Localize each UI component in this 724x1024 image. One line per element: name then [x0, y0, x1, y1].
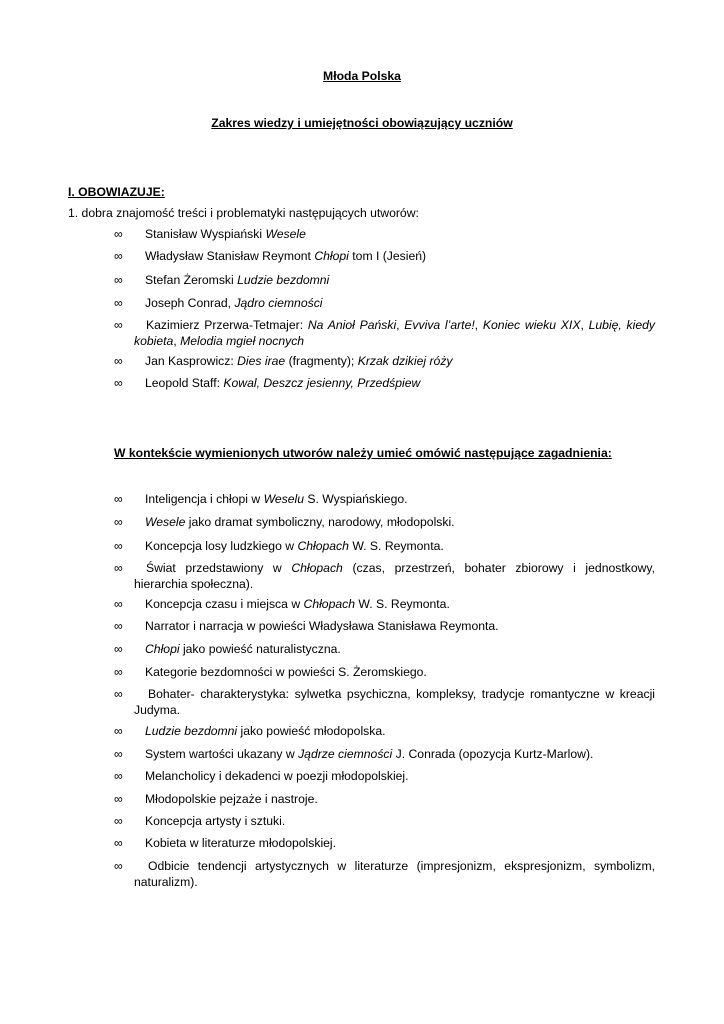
infinity-bullet-icon: ∞ — [114, 642, 123, 656]
list-item: ∞ Melancholicy i dekadenci w poezji młodopolskiej. — [114, 769, 409, 783]
infinity-bullet-icon: ∞ — [114, 597, 123, 611]
infinity-bullet-icon: ∞ — [114, 227, 123, 241]
list-item: ∞ Narrator i narracja w powieści Władysława Stanisława Reymonta. — [114, 619, 499, 633]
infinity-bullet-icon: ∞ — [114, 515, 123, 529]
list-item: ∞ Świat przedstawiony w Chłopach (czas, przestrzeń, bohater zbiorowy i jednostkowy, hierarchia społeczna). — [114, 561, 655, 591]
topics-heading: W kontekście wymienionych utworów należy umieć omówić następujące zagadnienia: — [114, 446, 612, 460]
infinity-bullet-icon: ∞ — [114, 249, 123, 263]
document-title: Młoda Polska — [323, 69, 401, 83]
list-item: ∞ Koncepcja artysty i sztuki. — [114, 814, 286, 828]
infinity-bullet-icon: ∞ — [114, 539, 123, 553]
infinity-bullet-icon: ∞ — [114, 687, 123, 701]
list-item: ∞ Odbicie tendencji artystycznych w literaturze (impresjonizm, ekspresjonizm, symbolizm, naturalizm). — [114, 859, 655, 889]
list-item: ∞ Koncepcja losy ludzkiego w Chłopach W. S. Reymonta. — [114, 539, 444, 553]
list-item: ∞ Inteligencja i chłopi w Weselu S. Wyspiańskiego. — [114, 492, 408, 506]
list-item: ∞ System wartości ukazany w Jądrze ciemności J. Conrada (opozycja Kurtz-Marlow). — [114, 747, 594, 761]
infinity-bullet-icon: ∞ — [114, 296, 123, 310]
infinity-bullet-icon: ∞ — [114, 665, 123, 679]
list-item: ∞ Ludzie bezdomni jako powieść młodopolska. — [114, 724, 386, 738]
infinity-bullet-icon: ∞ — [114, 792, 123, 806]
list-item: ∞ Leopold Staff: Kowal, Deszcz jesienny, Przedśpiew — [114, 376, 421, 390]
infinity-bullet-icon: ∞ — [114, 273, 123, 287]
section-heading: I. OBOWIAZUJE: — [68, 185, 165, 199]
infinity-bullet-icon: ∞ — [114, 354, 123, 368]
infinity-bullet-icon: ∞ — [114, 814, 123, 828]
list-item: ∞ Koncepcja czasu i miejsca w Chłopach W. S. Reymonta. — [114, 597, 450, 611]
infinity-bullet-icon: ∞ — [114, 619, 123, 633]
list-item: ∞ Wesele jako dramat symboliczny, narodowy, młodopolski. — [114, 515, 455, 529]
infinity-bullet-icon: ∞ — [114, 859, 123, 873]
list-item: ∞ Władysław Stanisław Reymont Chłopi tom I (Jesień) — [114, 249, 427, 263]
list-item: ∞ Kazimierz Przerwa-Tetmajer: Na Anioł Pański, Evviva l’arte!, Koniec wieku XIX, Lubię, kiedy kobieta, Melodia mgieł nocnych — [114, 318, 655, 348]
infinity-bullet-icon: ∞ — [114, 561, 123, 575]
list-item: ∞ Bohater- charakterystyka: sylwetka psychiczna, kompleksy, tradycje romantyczne w kreacji Judyma. — [114, 687, 655, 717]
infinity-bullet-icon: ∞ — [114, 376, 123, 390]
infinity-bullet-icon: ∞ — [114, 836, 123, 850]
list-item: ∞ Stanisław Wyspiański Wesele — [114, 227, 306, 241]
list-item: ∞ Młodopolskie pejzaże i nastroje. — [114, 792, 318, 806]
infinity-bullet-icon: ∞ — [114, 724, 123, 738]
infinity-bullet-icon: ∞ — [114, 492, 123, 506]
list-item: ∞ Jan Kasprowicz: Dies irae (fragmenty); Krzak dzikiej róży — [114, 354, 453, 368]
list-item: ∞ Kobieta w literaturze młodopolskiej. — [114, 836, 337, 850]
infinity-bullet-icon: ∞ — [114, 318, 123, 332]
infinity-bullet-icon: ∞ — [114, 747, 123, 761]
document-subtitle: Zakres wiedzy i umiejętności obowiązujący uczniów — [211, 116, 513, 130]
list-item: ∞ Stefan Żeromski Ludzie bezdomni — [114, 273, 330, 287]
intro-text: 1. dobra znajomość treści i problematyki następujących utworów: — [68, 206, 419, 220]
list-item: ∞ Chłopi jako powieść naturalistyczna. — [114, 642, 341, 656]
infinity-bullet-icon: ∞ — [114, 769, 123, 783]
list-item: ∞ Joseph Conrad, Jądro ciemności — [114, 296, 323, 310]
list-item: ∞ Kategorie bezdomności w powieści S. Żeromskiego. — [114, 665, 427, 679]
